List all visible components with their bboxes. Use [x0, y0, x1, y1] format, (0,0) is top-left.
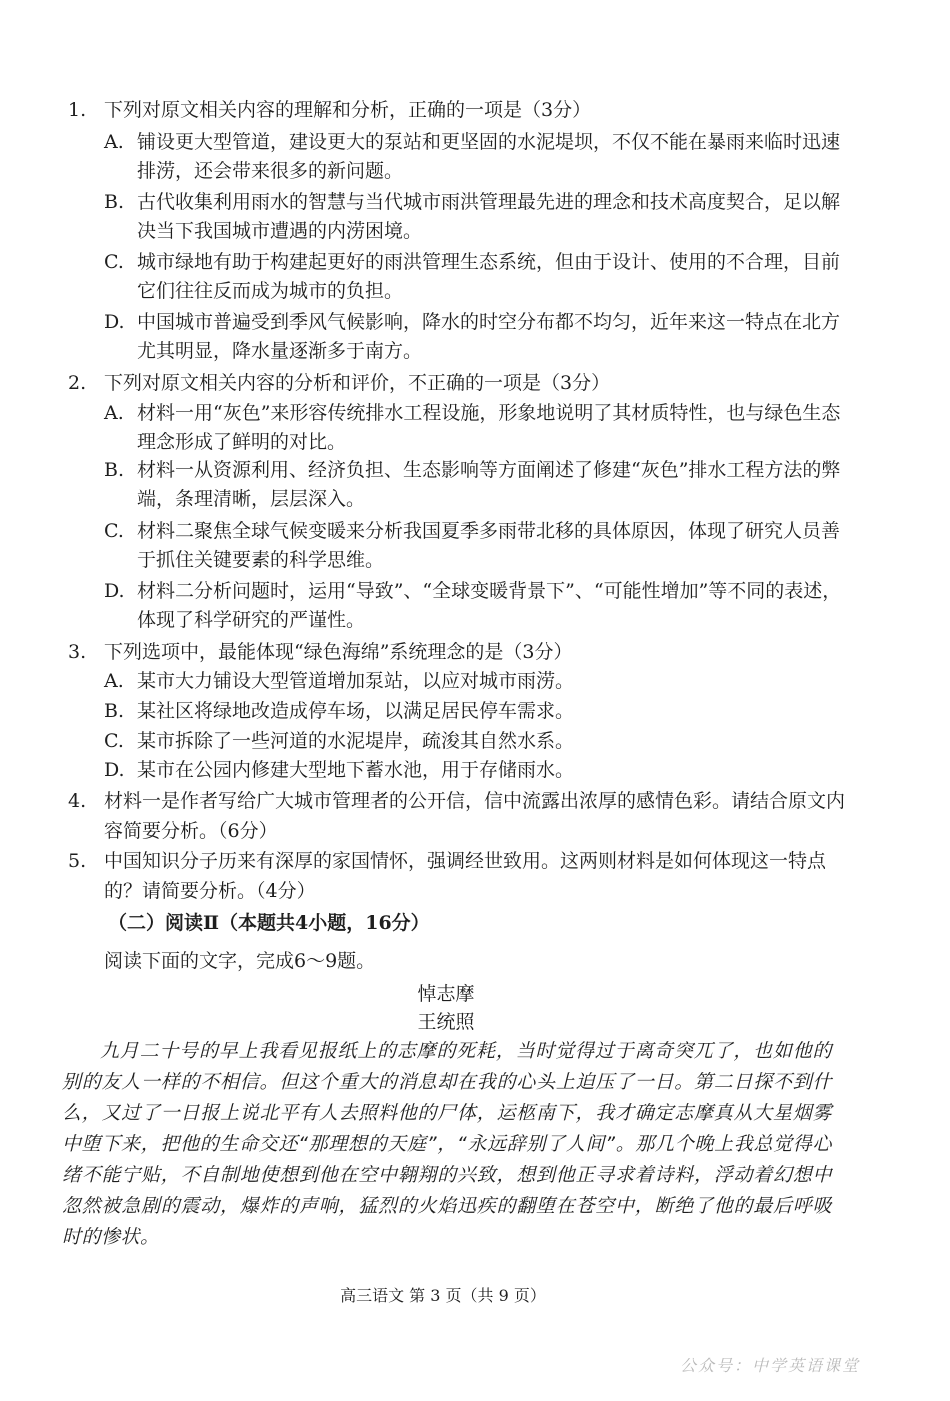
option-text: 某市大力铺设大型管道增加泵站，以应对城市雨涝。 [137, 670, 575, 692]
question-2 [68, 368, 858, 398]
option-text: 城市绿地有助于构建起更好的雨洪管理生态系统，但由于设计、使用的不合理，目前它们往往反而成为城市的负担。 [137, 251, 841, 302]
option-letter: B. [104, 700, 125, 722]
option-letter: D. [104, 759, 125, 781]
question-number: 2. [68, 372, 87, 394]
question-stem: 下列对原文相关内容的分析和评价，不正确的一项是（3分） [104, 372, 611, 394]
q3-option-c [104, 727, 844, 756]
q1-option-d [104, 308, 844, 366]
option-text: 材料二分析问题时，运用“导致”、“全球变暖背景下”、“可能性增加”等不同的表述，体现了科学研究的严谨性。 [137, 580, 842, 631]
option-text: 某社区将绿地改造成停车场，以满足居民停车需求。 [137, 700, 575, 722]
q2-option-b [104, 456, 844, 514]
option-text: 中国城市普遍受到季风气候影响，降水的时空分布都不均匀，近年来这一特点在北方尤其明显，降水量逐渐多于南方。 [137, 311, 841, 362]
question-stem: 下列对原文相关内容的理解和分析，正确的一项是（3分） [104, 99, 592, 121]
article-title: 悼志摩 [417, 983, 475, 1005]
question-number: 4. [68, 790, 87, 812]
watermark: 公众号：中学英语课堂 [680, 1356, 861, 1375]
option-text: 古代收集利用雨水的智慧与当代城市雨洪管理最先进的理念和技术高度契合，足以解决当下我国城市遭遇的内涝困境。 [137, 191, 841, 242]
q3-option-a [104, 667, 844, 696]
option-letter: D. [104, 311, 125, 333]
question-number: 5. [68, 850, 87, 872]
article-body: 九月二十号的早上我看见报纸上的志摩的死耗，当时觉得过于离奇突兀了，也如他的别的友人一样的不相信。但这个重大的消息却在我的心头上迫压了一日。第二日探不到什么，又过了一日报上说北平有人去照料他的尸体，运柩南下，我才确定志摩真从大星烟雾中堕下来，把他的生命交还“那理想的天庭”，“永远辞别了人间”。那几个晚上我总觉得心绪不能宁贴，不自制地使想到他在空中翱翔的兴致，想到他正寻求着诗料，浮动着幻想中忽然被急剧的震动，爆炸的声响，猛烈的火焰迅疾的翻堕在苍空中，断绝了他的最后呼吸时的惨状。 [62, 1040, 832, 1248]
section-heading: （二）阅读Ⅱ（本题共4小题，16分） [108, 912, 430, 934]
q1-option-b [104, 188, 844, 246]
option-text: 某市拆除了一些河道的水泥堤岸，疏浚其自然水系。 [137, 730, 575, 752]
option-letter: C. [104, 730, 124, 752]
option-text: 铺设更大型管道，建设更大的泵站和更坚固的水泥堤坝，不仅不能在暴雨来临时迅速排涝，还会带来很多的新问题。 [137, 131, 841, 182]
question-stem: 材料一是作者写给广大城市管理者的公开信，信中流露出浓厚的感情色彩。请结合原文内容简要分析。（6分） [104, 790, 846, 842]
question-number: 1. [68, 99, 87, 121]
q2-option-d [104, 577, 844, 635]
question-1 [68, 95, 858, 125]
q2-option-a [104, 399, 844, 457]
option-letter: B. [104, 191, 125, 213]
option-letter: C. [104, 251, 124, 273]
q1-option-a [104, 128, 844, 186]
article-author: 王统照 [417, 1011, 475, 1033]
option-text: 材料二聚焦全球气候变暖来分析我国夏季多雨带北移的具体原因，体现了研究人员善于抓住关键要素的科学思维。 [137, 520, 841, 571]
question-stem: 下列选项中，最能体现“绿色海绵”系统理念的是（3分） [104, 641, 573, 663]
q3-option-b [104, 697, 844, 726]
q3-option-d [104, 756, 844, 785]
page-footer: 高三语文 第 3 页（共 9 页） [340, 1286, 546, 1305]
question-number: 3. [68, 641, 87, 663]
question-4 [68, 786, 858, 846]
q1-option-c [104, 248, 844, 306]
question-5 [68, 846, 858, 906]
option-text: 某市在公园内修建大型地下蓄水池，用于存储雨水。 [137, 759, 575, 781]
option-text: 材料一用“灰色”来形容传统排水工程设施，形象地说明了其材质特性，也与绿色生态理念形成了鲜明的对比。 [137, 402, 841, 453]
option-letter: A. [104, 131, 124, 153]
question-3 [68, 637, 858, 667]
option-letter: C. [104, 520, 124, 542]
question-stem: 中国知识分子历来有深厚的家国情怀，强调经世致用。这两则材料是如何体现这一特点的？请简要分析。（4分） [104, 850, 827, 902]
option-text: 材料一从资源利用、经济负担、生态影响等方面阐述了修建“灰色”排水工程方法的弊端，条理清晰，层层深入。 [137, 459, 841, 510]
q2-option-c [104, 517, 844, 575]
option-letter: D. [104, 580, 125, 602]
option-letter: B. [104, 459, 125, 481]
section-instruction: 阅读下面的文字，完成6～9题。 [104, 950, 376, 972]
option-letter: A. [104, 670, 124, 692]
option-letter: A. [104, 402, 124, 424]
